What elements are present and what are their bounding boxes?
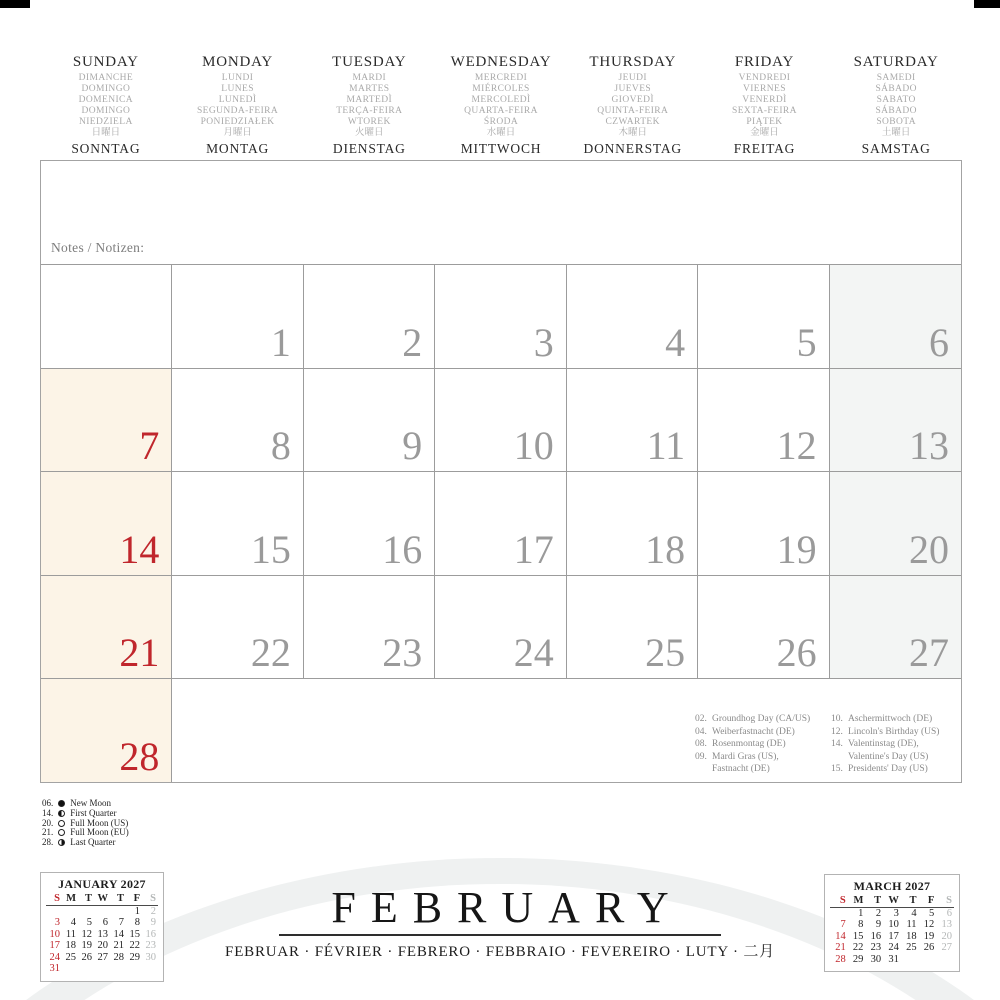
mini-day: 26 — [923, 942, 935, 953]
weekday-translation: DOMINGO — [81, 106, 131, 116]
holiday-date: 09. — [695, 751, 707, 762]
weekday-english: TUESDAY — [332, 54, 407, 70]
day-cell — [304, 575, 435, 679]
day-cell — [830, 368, 961, 472]
mini-day: 25 — [906, 942, 917, 953]
mini-day — [126, 963, 142, 975]
mini-day-header: T — [78, 893, 94, 906]
mini-day: 13 — [97, 928, 108, 940]
weekday-translation: ŚRODA — [483, 117, 519, 127]
date-number: 13 — [909, 423, 949, 469]
weekday-column-thursday — [567, 54, 699, 157]
holiday-name: Fastnacht (DE) — [712, 764, 770, 775]
mini-day: 16 — [145, 928, 156, 940]
mini-day — [94, 963, 110, 975]
day-cell — [41, 575, 172, 679]
mini-day: 1 — [134, 905, 140, 917]
month-subtitle: FEBRUAR · FÉVRIER · FEBRERO · FEBBRAIO · FEVEREIRO · LUTY · 二月 — [225, 944, 775, 960]
weekday-translation: SAMEDI — [876, 73, 916, 83]
day-cell — [435, 471, 566, 575]
weekday-column-monday — [172, 54, 304, 157]
mini-day: 16 — [870, 930, 882, 942]
month-title-block — [0, 882, 1000, 961]
weekday-column-wednesday — [435, 54, 567, 157]
holiday-column — [695, 713, 831, 776]
weekday-translation: VENDREDI — [738, 73, 791, 83]
weekday-german: MONTAG — [206, 141, 270, 156]
first-quarter-icon — [58, 810, 65, 817]
last-quarter-icon — [58, 839, 65, 846]
mini-calendar-title: JANUARY 2027 — [58, 877, 146, 891]
moon-legend-date: 14. — [42, 807, 54, 818]
day-cell — [304, 471, 435, 575]
holiday-list — [695, 713, 953, 776]
date-number: 17 — [513, 526, 554, 572]
mini-day: 24 — [888, 942, 899, 953]
date-number: 3 — [533, 319, 554, 365]
weekday-english: SUNDAY — [72, 54, 139, 70]
weekday-translation: TERÇA-FEIRA — [336, 106, 403, 116]
mini-day: 23 — [145, 940, 156, 951]
weekday-japanese: 水曜日 — [486, 128, 516, 138]
moon-legend-date: 28. — [42, 837, 54, 848]
day-cell — [698, 471, 829, 575]
weekday-column-friday — [699, 54, 831, 157]
holiday-date: 12. — [831, 726, 843, 737]
mini-day: 7 — [118, 917, 124, 928]
weekday-translation: DOMINGO — [81, 84, 131, 94]
weekday-german: FREITAG — [733, 141, 796, 156]
holiday-column — [831, 713, 953, 776]
date-number: 7 — [139, 423, 160, 469]
mini-day: 6 — [102, 917, 108, 928]
weekday-translation: SÁBADO — [875, 84, 917, 94]
mini-day-header: M — [62, 893, 78, 906]
month-grid — [41, 264, 961, 782]
weekday-japanese: 月曜日 — [223, 128, 252, 138]
holiday-date: 15. — [831, 764, 843, 775]
holiday-name: Rosenmontag (DE) — [712, 739, 786, 750]
day-cell — [567, 368, 698, 472]
mini-day: 28 — [835, 953, 846, 965]
mini-day: 5 — [929, 907, 935, 919]
mini-day: 4 — [911, 907, 917, 919]
holiday-date: 14. — [831, 739, 843, 750]
weekday-english: THURSDAY — [589, 54, 677, 70]
mini-day: 29 — [129, 951, 140, 963]
mini-day: 15 — [852, 930, 864, 942]
weekday-translation: SABATO — [876, 95, 916, 105]
weekday-japanese: 金曜日 — [750, 128, 779, 138]
mini-day: 25 — [65, 951, 76, 963]
holiday-name: Valentine's Day (US) — [848, 751, 929, 762]
mini-day: 18 — [906, 930, 917, 942]
date-number: 10 — [513, 423, 554, 469]
weekday-german: DIENSTAG — [332, 141, 406, 156]
holiday-date: 10. — [831, 714, 843, 725]
date-number: 4 — [665, 319, 686, 365]
date-number: 19 — [776, 526, 817, 572]
holiday-name: Mardi Gras (US), — [712, 751, 779, 762]
weekday-translation: PIĄTEK — [746, 117, 783, 127]
day-cell — [172, 575, 303, 679]
mini-day: 1 — [858, 907, 864, 919]
month-title: FEBRUARY — [331, 883, 684, 932]
mini-day: 17 — [888, 930, 899, 942]
date-number: 18 — [645, 526, 686, 572]
notes-area — [41, 161, 961, 264]
holiday-name: Presidents' Day (US) — [848, 764, 928, 775]
moon-legend-label: Full Moon (US) — [68, 817, 129, 828]
day-cell — [41, 368, 172, 472]
weekday-translation: VENERDÌ — [742, 95, 787, 105]
weekday-japanese: 日曜日 — [91, 128, 121, 138]
date-number: 16 — [382, 526, 423, 572]
mini-day: 27 — [97, 951, 108, 963]
mini-day: 14 — [113, 928, 124, 940]
weekday-german: SONNTAG — [71, 141, 141, 156]
holiday-name: Aschermittwoch (DE) — [848, 714, 933, 725]
weekday-translation: LUNDI — [221, 73, 254, 83]
date-number: 23 — [382, 630, 423, 676]
weekday-translation: DIMANCHE — [78, 73, 134, 83]
holiday-item — [831, 763, 953, 776]
holiday-item — [831, 726, 953, 739]
holiday-name: Lincoln's Birthday (US) — [848, 726, 940, 737]
holiday-item — [695, 713, 831, 726]
day-cell — [41, 264, 172, 368]
moon-phase-legend — [42, 799, 129, 848]
weekday-translation: MARDI — [352, 73, 387, 83]
mini-day-header: S — [46, 893, 62, 906]
mini-day — [110, 963, 126, 975]
date-number: 2 — [402, 319, 423, 365]
day-cell — [172, 368, 303, 472]
mini-day: 10 — [49, 928, 60, 940]
weekday-translation: VIERNES — [742, 84, 786, 94]
day-cell — [830, 264, 961, 368]
day-cell — [41, 678, 172, 782]
weekday-translation: LUNEDÌ — [218, 95, 257, 105]
holiday-item — [695, 763, 831, 776]
mini-day: 28 — [113, 951, 124, 963]
mini-day: 12 — [923, 919, 935, 930]
date-number: 8 — [270, 423, 291, 469]
date-number: 22 — [250, 630, 291, 676]
holiday-item — [831, 738, 953, 751]
date-number: 11 — [646, 423, 686, 469]
mini-day: 13 — [941, 919, 952, 930]
date-number: 20 — [909, 526, 949, 572]
mini-day: 3 — [54, 917, 60, 928]
weekday-translation: SOBOTA — [876, 117, 916, 127]
mini-day-header: F — [919, 895, 937, 908]
day-cell — [172, 264, 303, 368]
mini-day-header: F — [126, 893, 142, 906]
mini-day: 19 — [81, 940, 92, 951]
holiday-date — [831, 751, 848, 764]
weekday-translation: MIÉRCOLES — [472, 84, 530, 94]
mini-day: 4 — [70, 917, 76, 928]
date-number: 15 — [250, 526, 291, 572]
binding-mark-right — [974, 0, 1000, 8]
date-number: 27 — [909, 630, 949, 676]
weekday-translation: MERCOLEDÌ — [471, 95, 531, 105]
date-number: 25 — [645, 630, 686, 676]
weekday-translation: MARTES — [349, 84, 390, 94]
day-cell — [567, 264, 698, 368]
weekday-translation: QUARTA-FEIRA — [464, 106, 538, 116]
weekday-japanese: 木曜日 — [618, 128, 647, 138]
mini-day: 14 — [835, 930, 846, 942]
mini-day-header: W — [94, 893, 110, 906]
notes-label: Notes / Notizen: — [51, 240, 145, 255]
mini-day: 19 — [923, 930, 935, 942]
holiday-date: 08. — [695, 739, 707, 750]
weekday-translation: JEUDI — [618, 73, 647, 83]
moon-legend-label: New Moon — [68, 798, 111, 808]
moon-legend-date: 21. — [42, 827, 54, 838]
mini-day: 20 — [941, 930, 952, 942]
moon-legend-label: Last Quarter — [68, 837, 116, 848]
mini-day: 17 — [49, 940, 60, 951]
moon-legend-label: First Quarter — [68, 807, 117, 818]
mini-day: 22 — [852, 942, 864, 953]
date-number: 12 — [776, 423, 817, 469]
holiday-item — [695, 738, 831, 751]
weekday-translation: CZWARTEK — [605, 117, 660, 127]
holiday-name: Valentinstag (DE), — [848, 739, 919, 750]
day-cell — [698, 368, 829, 472]
mini-day: 24 — [49, 951, 60, 963]
date-number: 1 — [270, 319, 291, 365]
mini-day-header: S — [936, 895, 954, 908]
date-number: 6 — [929, 319, 949, 365]
new-moon-icon — [58, 800, 65, 807]
moon-legend-item — [42, 838, 129, 848]
date-number: 5 — [796, 319, 817, 365]
holiday-item — [831, 713, 953, 726]
holiday-date: 02. — [695, 714, 707, 725]
day-cell — [698, 264, 829, 368]
mini-day-header: M — [848, 895, 866, 908]
date-number: 21 — [119, 630, 160, 676]
weekday-translation: QUINTA-FEIRA — [597, 106, 669, 116]
weekday-translation: WTOREK — [347, 117, 391, 127]
mini-calendar-title: MARCH 2027 — [853, 879, 931, 893]
mini-day: 26 — [81, 951, 92, 963]
date-number: 28 — [119, 733, 160, 779]
mini-day: 27 — [941, 942, 952, 953]
date-number: 14 — [119, 526, 160, 572]
weekday-header-row — [40, 54, 962, 157]
mini-day: 2 — [875, 907, 882, 919]
holiday-name: Weiberfastnacht (DE) — [712, 726, 795, 737]
mini-day: 31 — [49, 963, 60, 974]
mini-day: 8 — [858, 919, 864, 930]
holiday-name: Groundhog Day (CA/US) — [712, 714, 811, 725]
day-cell — [567, 471, 698, 575]
mini-day: 7 — [840, 919, 846, 930]
mini-day: 9 — [875, 919, 882, 930]
weekday-column-sunday — [40, 54, 172, 157]
weekday-translation: MERCREDI — [474, 73, 528, 83]
weekday-english: FRIDAY — [734, 54, 795, 70]
holiday-item — [831, 751, 953, 764]
day-cell — [304, 264, 435, 368]
mini-day: 22 — [129, 940, 140, 951]
weekday-german: SAMSTAG — [861, 141, 931, 156]
weekday-translation: PONIEDZIAŁEK — [200, 117, 275, 127]
weekday-german: DONNERSTAG — [583, 141, 682, 156]
holiday-notes-cell — [172, 678, 961, 782]
moon-legend-date: 06. — [42, 798, 54, 808]
weekday-translation: LUNES — [221, 84, 254, 94]
mini-day: 21 — [835, 942, 846, 953]
holiday-item — [695, 726, 831, 739]
mini-day: 8 — [134, 917, 140, 928]
mini-day-header: T — [865, 895, 883, 908]
mini-day: 23 — [870, 942, 882, 953]
weekday-translation: MARTEDÌ — [346, 95, 393, 105]
mini-day: 18 — [65, 940, 76, 951]
mini-day: 12 — [81, 928, 92, 940]
moon-legend-date: 20. — [42, 817, 54, 828]
holiday-item — [695, 751, 831, 764]
mini-day: 3 — [893, 907, 899, 919]
mini-day-header: S — [830, 895, 848, 908]
day-cell — [172, 471, 303, 575]
holiday-date: 04. — [695, 726, 707, 737]
weekday-translation: NIEDZIELA — [78, 117, 133, 127]
weekday-japanese: 土曜日 — [881, 128, 911, 138]
mini-day: 5 — [86, 917, 92, 928]
mini-day: 21 — [113, 940, 124, 951]
day-cell — [435, 575, 566, 679]
day-cell — [830, 471, 961, 575]
weekday-column-tuesday — [303, 54, 435, 157]
weekday-translation: SEGUNDA-FEIRA — [196, 106, 279, 116]
date-number: 24 — [513, 630, 554, 676]
mini-day: 6 — [946, 907, 952, 919]
day-cell — [304, 368, 435, 472]
mini-day-header: T — [110, 893, 126, 906]
day-cell — [567, 575, 698, 679]
mini-day: 15 — [129, 928, 140, 940]
weekday-english: WEDNESDAY — [450, 54, 552, 70]
day-cell — [41, 471, 172, 575]
mini-day: 2 — [150, 905, 156, 917]
mini-day: 30 — [870, 953, 882, 965]
day-cell — [830, 575, 961, 679]
day-cell — [435, 368, 566, 472]
weekday-japanese: 火曜日 — [355, 128, 384, 138]
holiday-date — [695, 763, 712, 776]
weekday-english: SATURDAY — [853, 54, 939, 70]
mini-day: 29 — [852, 953, 864, 965]
weekday-translation: JUEVES — [614, 84, 652, 94]
mini-day: 11 — [906, 919, 917, 930]
calendar-sheet — [40, 160, 962, 783]
weekday-translation: DOMENICA — [78, 95, 134, 105]
full-moon-icon — [58, 829, 65, 836]
weekday-translation: GIOVEDÌ — [611, 95, 654, 105]
mini-day-header: W — [883, 895, 901, 908]
mini-day: 11 — [65, 928, 76, 940]
full-moon-icon — [58, 820, 65, 827]
mini-day: 10 — [888, 919, 899, 930]
weekday-translation: SEXTA-FEIRA — [732, 106, 797, 116]
weekday-german: MITTWOCH — [460, 141, 542, 156]
title-underline — [279, 934, 721, 936]
mini-day: 9 — [150, 917, 156, 928]
weekday-translation: SÁBADO — [875, 106, 917, 116]
mini-day — [62, 963, 78, 975]
mini-day: 30 — [145, 951, 156, 963]
mini-day — [142, 963, 158, 975]
mini-day: 20 — [97, 940, 108, 951]
mini-day-header: S — [142, 893, 158, 906]
day-cell — [435, 264, 566, 368]
binding-mark-left — [0, 0, 30, 8]
weekday-column-saturday — [830, 54, 962, 157]
date-number: 9 — [402, 423, 423, 469]
mini-day-header: T — [901, 895, 919, 908]
moon-legend-label: Full Moon (EU) — [68, 827, 129, 838]
date-number: 26 — [776, 630, 817, 676]
mini-day — [78, 963, 94, 975]
day-cell — [698, 575, 829, 679]
mini-day: 31 — [888, 953, 899, 965]
weekday-english: MONDAY — [202, 54, 274, 70]
